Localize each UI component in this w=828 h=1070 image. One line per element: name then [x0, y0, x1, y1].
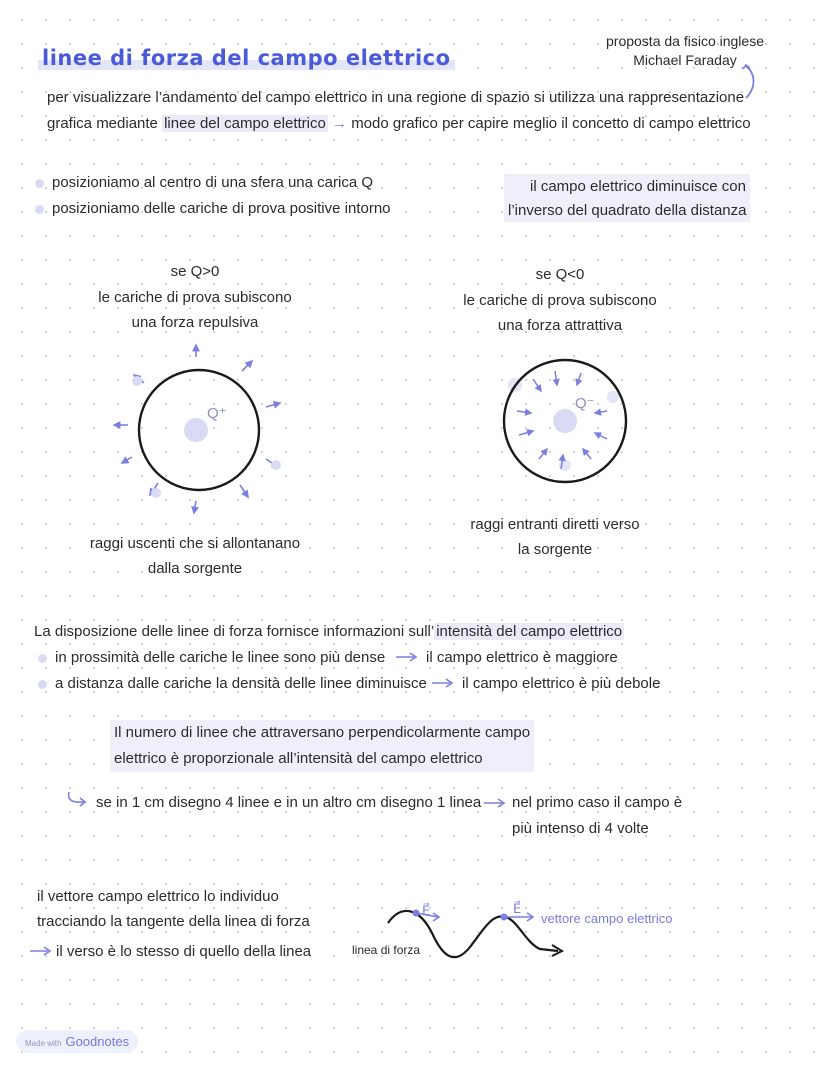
density-intro: [34, 622, 624, 642]
arrow-icon: →: [332, 115, 348, 132]
left-case-caption1: raggi uscenti che si allontanano: [89, 535, 301, 552]
badge-made-with: Made with: [25, 1039, 62, 1048]
field-line-diagram: [380, 895, 580, 970]
right-case-line2: una forza attrattiva: [497, 317, 623, 334]
vector-label: vettore campo elettrico: [541, 911, 673, 926]
right-case-caption1: raggi entranti diretti verso: [470, 516, 640, 533]
bullet-icon: [38, 680, 47, 689]
density-result-2: il campo elettrico è più debole: [462, 675, 661, 692]
bullet-text-1: posizioniamo al centro di una sfera una carica Q: [52, 174, 374, 191]
density-result-1: il campo elettrico è maggiore: [426, 649, 618, 666]
right-case-line1: le cariche di prova subiscono: [463, 292, 657, 309]
arrow-icon: [394, 651, 420, 663]
density-intro-pre: La disposizione delle linee di forza fornisce informazioni sull’: [34, 623, 435, 640]
side-note-line1: il campo elettrico diminuisce con: [530, 178, 746, 195]
vector-line1: il vettore campo elettrico lo individuo: [37, 888, 279, 905]
charge-label-positive: Q⁺: [207, 405, 227, 422]
example-result2: più intenso di 4 volte: [512, 820, 649, 837]
goodnotes-badge: [16, 1030, 138, 1053]
e-vector-label-1: E⃗: [422, 903, 431, 918]
repulsive-field-diagram: [100, 335, 300, 520]
right-case-caption2: la sorgente: [517, 541, 593, 558]
faraday-note-line1: proposta da fisico inglese: [606, 33, 764, 49]
example-result1: nel primo caso il campo è: [512, 794, 683, 811]
field-line-label: linea di forza: [352, 943, 421, 957]
intro-line1: per visualizzare l’andamento del campo elettrico in una regione di spazio si utilizza una rappresentazione: [47, 89, 745, 106]
bullet-icon: [38, 654, 47, 663]
side-note-line2: l’inverso del quadrato della distanza: [508, 202, 747, 219]
left-case-caption2: dalla sorgente: [147, 560, 243, 577]
boxed-line1: Il numero di linee che attraversano perpendicolarmente campo: [114, 724, 531, 741]
intro-highlight: linee del campo elettrico: [164, 115, 326, 132]
attractive-field-diagram: [495, 355, 635, 490]
arrow-icon: [482, 797, 508, 809]
intro-line2-pre: grafica mediante: [47, 115, 163, 132]
bullet-icon: [35, 205, 44, 214]
faraday-note-line2: Michael Faraday: [633, 52, 737, 68]
bullet-icon: [35, 179, 44, 188]
hook-arrow-icon: [64, 790, 90, 808]
density-intro-highlight: intensità del campo elettrico: [436, 623, 623, 640]
charge-q-negative: [553, 409, 577, 433]
intro-line2-post: modo grafico per capire meglio il concetto di campo elettrico: [351, 115, 751, 132]
example-text: se in 1 cm disegno 4 linee e in un altro cm disegno 1 linea: [96, 794, 482, 811]
charge-label-negative: Q⁻: [575, 395, 595, 412]
page-title: linee di forza del campo elettrico: [38, 46, 455, 70]
bullet-text-2: posizioniamo delle cariche di prova positive intorno: [52, 200, 391, 217]
e-vector-label-2: E⃗: [513, 901, 522, 916]
left-case-condition: se Q>0: [170, 263, 220, 280]
boxed-line2: elettrico è proporzionale all’intensità del campo elettrico: [114, 750, 483, 767]
left-case-line1: le cariche di prova subiscono: [98, 289, 292, 306]
left-case-line2: una forza repulsiva: [131, 314, 259, 331]
badge-brand: Goodnotes: [65, 1034, 130, 1049]
vector-line2: tracciando la tangente della linea di forza: [37, 913, 310, 930]
arrow-icon: [28, 945, 54, 957]
arrow-icon: [430, 677, 456, 689]
charge-q-positive: [184, 418, 208, 442]
intro-line2: [47, 114, 751, 134]
density-item-1: in prossimità delle cariche le linee sono più dense: [55, 649, 386, 666]
density-item-2: a distanza dalle cariche la densità delle linee diminuisce: [55, 675, 427, 692]
vector-line3: il verso è lo stesso di quello della linea: [56, 943, 312, 960]
right-case-condition: se Q<0: [535, 266, 585, 283]
